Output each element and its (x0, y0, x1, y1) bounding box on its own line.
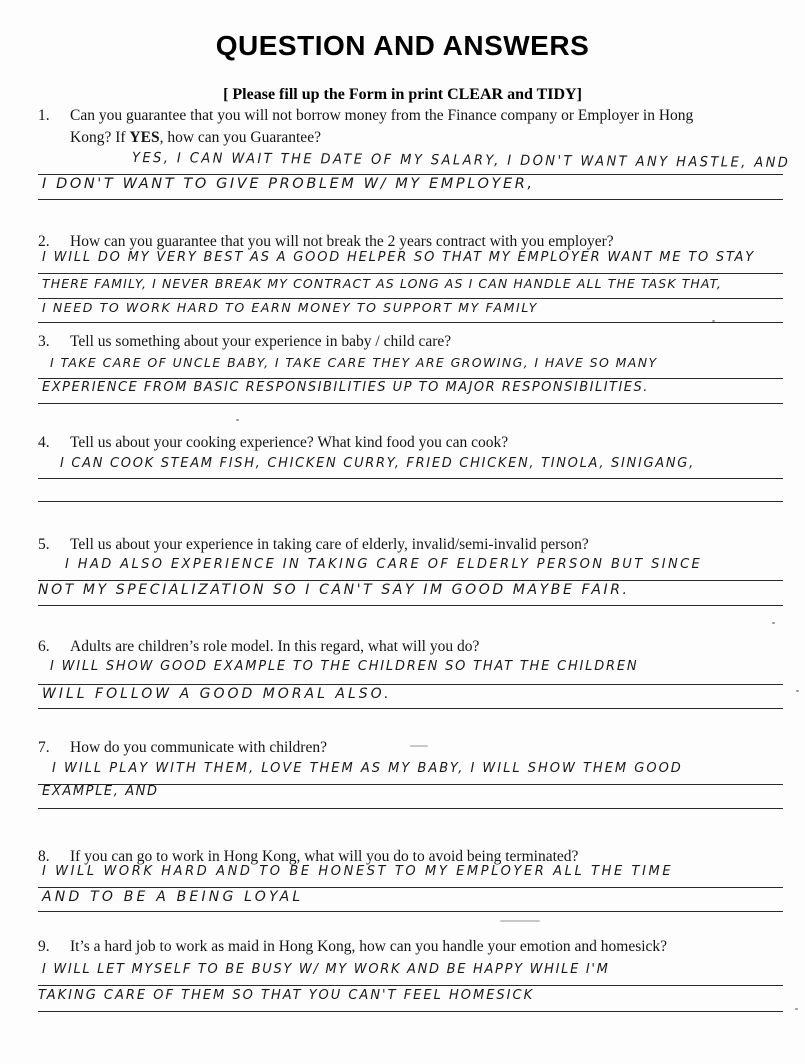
page-title: QUESTION AND ANSWERS (215, 30, 590, 61)
scan-speck (236, 419, 239, 421)
answer-rule (38, 1011, 783, 1012)
answer-line[interactable]: I WILL DO MY VERY BEST AS A GOOD HELPER SO THAT MY EMPLOYER WANT ME TO STAY (42, 250, 755, 265)
question-number: 9. (38, 938, 50, 955)
question-number: 1. (38, 107, 50, 124)
answer-rule (38, 298, 783, 299)
question-number: 5. (38, 536, 50, 553)
question-text: Tell us about your experience in taking care of elderly, invalid/semi-invalid person? (70, 536, 589, 553)
scan-speck (772, 622, 775, 624)
scan-speck (795, 1008, 798, 1010)
answer-rule (38, 684, 783, 685)
question-number: 3. (38, 333, 50, 350)
answer-line[interactable]: I NEED TO WORK HARD TO EARN MONEY TO SUPPORT MY FAMILY (42, 300, 538, 315)
question-text: How can you guarantee that you will not break the 2 years contract with you employer? (70, 233, 614, 250)
answer-line[interactable]: EXPERIENCE FROM BASIC RESPONSIBILITIES UP TO MAJOR RESPONSIBILITIES. (42, 380, 649, 395)
question-number: 8. (38, 848, 50, 865)
question-text: Tell us something about your experience in baby / child care? (70, 333, 452, 350)
answer-line[interactable]: NOT MY SPECIALIZATION SO I CAN'T SAY IM GOOD MAYBE FAIR. (38, 582, 630, 598)
form-instruction: [ Please fill up the Form in print CLEAR and TIDY] (223, 86, 582, 103)
question-4 (38, 432, 783, 454)
answer-rule (38, 403, 783, 404)
answer-rule (38, 501, 783, 502)
question-text: Tell us about your cooking experience? What kind food you can cook? (70, 434, 509, 451)
answer-rule (38, 911, 783, 912)
question-text: It’s a hard job to work as maid in Hong Kong, how can you handle your emotion and homesick? (70, 938, 668, 955)
question-number: 7. (38, 739, 50, 756)
question-7 (38, 737, 783, 759)
answer-rule (38, 580, 783, 581)
question-text: If you can go to work in Hong Kong, what will you do to avoid being terminated? (70, 848, 579, 865)
answer-line[interactable]: TAKING CARE OF THEM SO THAT YOU CAN'T FEEL HOMESICK (38, 988, 535, 1003)
answer-line[interactable]: I WILL SHOW GOOD EXAMPLE TO THE CHILDREN SO THAT THE CHILDREN (50, 659, 639, 674)
question-emphasis: YES (129, 129, 160, 146)
answer-line[interactable]: I DON'T WANT TO GIVE PROBLEM W/ MY EMPLOYER, (42, 176, 535, 192)
answer-line[interactable]: I WILL WORK HARD AND TO BE HONEST TO MY EMPLOYER ALL THE TIME (42, 864, 674, 879)
answer-line[interactable]: WILL FOLLOW A GOOD MORAL ALSO. (42, 686, 392, 702)
answer-rule (38, 887, 783, 888)
scan-speck (712, 320, 715, 322)
answer-rule (38, 378, 783, 379)
answer-line[interactable]: I TAKE CARE OF UNCLE BABY, I TAKE CARE THEY ARE GROWING, I HAVE SO MANY (50, 355, 658, 370)
scan-speck (500, 920, 540, 922)
answer-line[interactable]: EXAMPLE, AND (42, 784, 159, 799)
scan-speck (796, 690, 799, 692)
answer-rule (38, 985, 783, 986)
question-text-line: Can you guarantee that you will not borrow money from the Finance company or Employer in Hong (70, 107, 694, 124)
question-number: 4. (38, 434, 50, 451)
answer-rule (38, 199, 783, 200)
question-number: 6. (38, 638, 50, 655)
question-text: How do you communicate with children? (70, 739, 327, 756)
answer-line[interactable]: I WILL LET MYSELF TO BE BUSY W/ MY WORK AND BE HAPPY WHILE I'M (42, 962, 610, 977)
answer-line[interactable]: I HAD ALSO EXPERIENCE IN TAKING CARE OF ELDERLY PERSON BUT SINCE (65, 557, 703, 572)
answer-line[interactable]: YES, I CAN WAIT THE DATE OF MY SALARY, I DON'T WANT ANY HASTLE, AND (131, 150, 791, 171)
answer-rule (38, 174, 783, 175)
answer-line[interactable]: THERE FAMILY, I NEVER BREAK MY CONTRACT AS LONG AS I CAN HANDLE ALL THE TASK THAT, (42, 276, 723, 291)
question-5 (38, 534, 783, 556)
question-text-line: , how can you Guarantee? (159, 129, 321, 146)
answer-rule (38, 273, 783, 274)
scan-speck (410, 745, 428, 747)
answer-rule (38, 708, 783, 709)
question-text-line: Kong? If (70, 129, 130, 146)
answer-rule (38, 808, 783, 809)
question-1 (38, 105, 783, 149)
answer-line[interactable]: I CAN COOK STEAM FISH, CHICKEN CURRY, FRIED CHICKEN, TINOLA, SINIGANG, (60, 456, 695, 471)
answer-rule (38, 478, 783, 479)
question-text: Adults are children’s role model. In this regard, what will you do? (70, 638, 480, 655)
answer-rule (38, 605, 783, 606)
question-9 (38, 936, 783, 958)
question-6 (38, 636, 783, 658)
answer-line[interactable]: I WILL PLAY WITH THEM, LOVE THEM AS MY BABY, I WILL SHOW THEM GOOD (52, 761, 683, 776)
question-3 (38, 331, 783, 353)
answer-rule (38, 322, 783, 323)
question-number: 2. (38, 233, 50, 250)
question-text (70, 105, 783, 149)
answer-line[interactable]: AND TO BE A BEING LOYAL (42, 889, 304, 905)
